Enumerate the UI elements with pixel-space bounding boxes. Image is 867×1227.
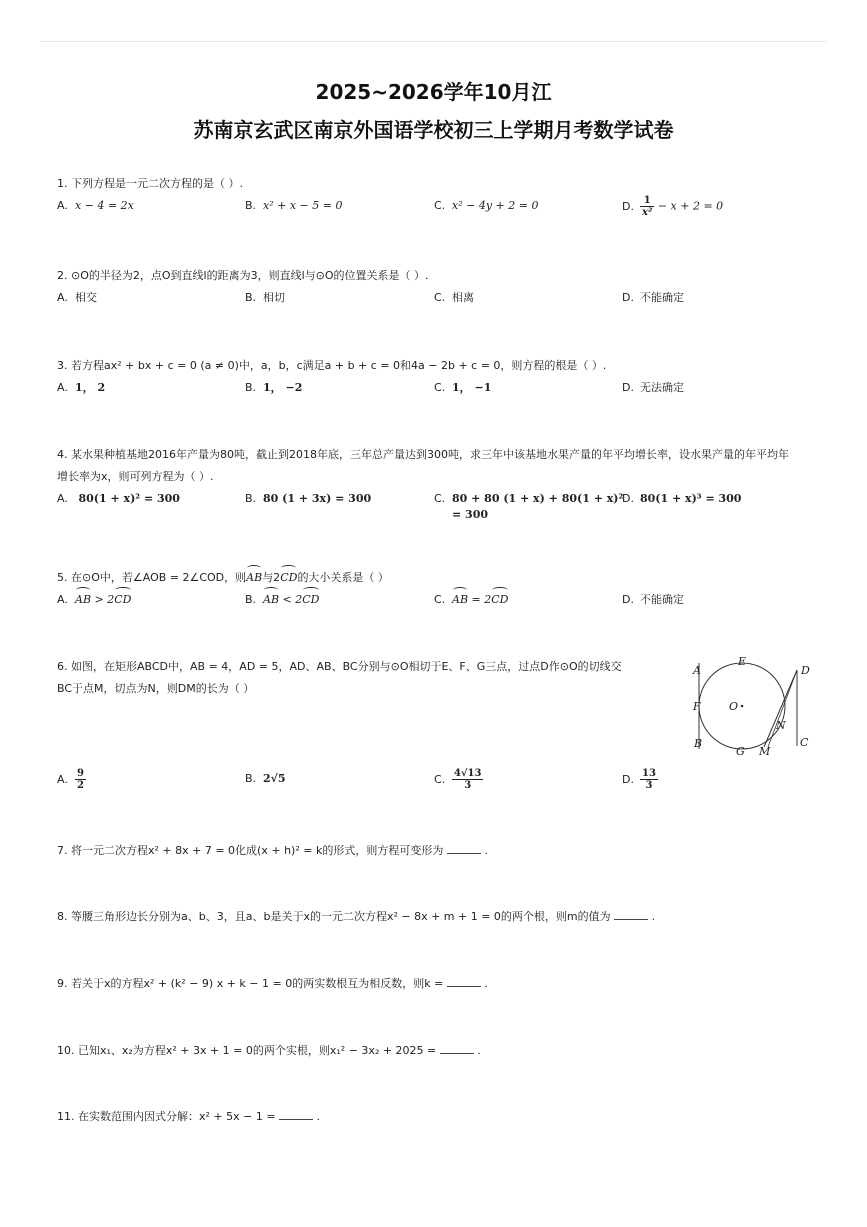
answer-blank[interactable] <box>440 1041 474 1054</box>
question-stem: 下列方程是一元二次方程的是（ ）. <box>71 177 243 190</box>
question-stem-line2: BC于点M，切点为N，则DM的长为（ ） <box>57 682 255 695</box>
label-n: N <box>776 719 786 732</box>
question-5: 5. 在⊙O中，若∠AOB = 2∠COD，则AB与2CD的大小关系是（ ） A. AB > 2CD B. AB < 2CD C. AB = 2CD D. 不能确定 <box>57 567 817 611</box>
option-a[interactable]: A. 相交 <box>57 291 97 304</box>
option-d[interactable]: D. 不能确定 <box>622 291 684 304</box>
option-c[interactable]: C. 相离 <box>434 291 474 304</box>
answer-blank[interactable] <box>447 841 481 854</box>
option-a[interactable]: A. AB > 2CD <box>57 589 132 611</box>
label-a: A <box>693 664 701 677</box>
question-stem: 已知x₁、x₂为方程x² + 3x + 1 = 0的两个实根，则x₁² − 3x₂ + 2025 = <box>78 1044 437 1057</box>
question-stem: 将一元二次方程x² + 8x + 7 = 0化成(x + h)² = k的形式，则方程可变形为 <box>71 844 444 857</box>
option-b[interactable]: B. x² + x − 5 = 0 <box>245 199 343 212</box>
arc-cd: CD <box>280 567 297 589</box>
option-a[interactable]: A. 1， 2 <box>57 381 106 394</box>
question-stem: 若方程ax² + bx + c = 0 (a ≠ 0)中，a，b，c满足a + b + c = 0和4a − 2b + c = 0，则方程的根是（ ）. <box>71 359 607 372</box>
question-number: 7. <box>57 844 68 857</box>
question-number: 8. <box>57 910 68 923</box>
option-c[interactable]: C. 1， −1 <box>434 381 492 394</box>
question-stem: ⊙O的半径为2，点O到直线l的距离为3，则直线l与⊙O的位置关系是（ ）. <box>71 269 429 282</box>
question-7: 7. 将一元二次方程x² + 8x + 7 = 0化成(x + h)² = k的形式，则方程可变形为 . <box>57 840 817 862</box>
label-o: O <box>729 700 739 713</box>
arc-ab: AB <box>246 567 262 589</box>
label-m: M <box>759 745 771 758</box>
question-9: 9. 若关于x的方程x² + (k² − 9) x + k − 1 = 0的两实数根互为相反数，则k = . <box>57 973 817 995</box>
page-title-line2: 苏南京玄武区南京外国语学校初三上学期月考数学试卷 <box>193 118 674 142</box>
option-c[interactable]: C. x² − 4y + 2 = 0 <box>434 199 539 212</box>
option-b[interactable]: B. AB < 2CD <box>245 589 320 611</box>
question-number: 6. <box>57 660 68 673</box>
question-number: 10. <box>57 1044 75 1057</box>
question-stem-line1: 某水果种植基地2016年产量为80吨，截止到2018年底，三年总产量达到300吨，求三年中该基地水果产量的年平均增长率，设水果产量的年平均年 <box>71 448 789 461</box>
answer-blank[interactable] <box>614 907 648 920</box>
option-b[interactable]: B. 80 (1 + 3x) = 300 <box>245 492 372 505</box>
question-number: 11. <box>57 1110 75 1123</box>
top-divider <box>40 41 827 42</box>
option-c[interactable]: C. AB = 2CD <box>434 589 509 611</box>
answer-blank[interactable] <box>279 1107 313 1120</box>
label-b: B <box>694 737 703 750</box>
question-2 <box>57 265 817 309</box>
option-a[interactable]: A. x − 4 = 2x <box>57 199 134 212</box>
question-stem: 若关于x的方程x² + (k² − 9) x + k − 1 = 0的两实数根互为相反数，则k = <box>71 977 444 990</box>
label-g: G <box>736 745 745 758</box>
option-d[interactable]: D. $\frac{1}{\text{x²}}$ − x + 2 = 0 <box>622 195 724 218</box>
question-number: 1. <box>57 177 68 190</box>
question-11: 11. 在实数范围内因式分解：x² + 5x − 1 = . <box>57 1106 817 1128</box>
option-c[interactable]: C. 80 + 80 (1 + x) + 80(1 + x)² = 300 <box>434 492 624 521</box>
question-stem-line1: 如图，在矩形ABCD中，AB = 4，AD = 5，AD、AB、BC分别与⊙O相切于E、F、G三点，过点D作⊙O的切线交 <box>71 660 622 673</box>
option-b[interactable]: B. 相切 <box>245 291 285 304</box>
option-b[interactable]: B. 1， −2 <box>245 381 303 394</box>
label-f: F <box>693 700 701 713</box>
option-d[interactable]: D. 不能确定 <box>622 593 684 606</box>
label-c: C <box>800 736 809 749</box>
question-number: 5. <box>57 571 68 584</box>
fraction: $\frac{1}{\text{x²}}$ <box>642 195 653 218</box>
question-number: 2. <box>57 269 68 282</box>
label-e: E <box>738 655 747 668</box>
question-3 <box>57 355 817 399</box>
question-stem: 等腰三角形边长分别为a、b、3，且a、b是关于x的一元二次方程x² − 8x + m + 1 = 0的两个根，则m的值为 <box>71 910 611 923</box>
question-1 <box>57 173 817 217</box>
question-number: 4. <box>57 448 68 461</box>
question-number: 9. <box>57 977 68 990</box>
label-d: D <box>801 664 810 677</box>
question-stem-line2: 增长率为x，则可列方程为（ ）. <box>57 470 214 483</box>
question-number: 3. <box>57 359 68 372</box>
option-c[interactable]: C. $\frac{4√13}{3}$ <box>434 768 482 791</box>
page-title-line1: 2025~2026学年10月江 <box>315 80 552 104</box>
answer-blank[interactable] <box>447 974 481 987</box>
tangent-dm <box>764 670 797 747</box>
question-stem: 在实数范围内因式分解：x² + 5x − 1 = <box>78 1110 276 1123</box>
question-10: 10. 已知x₁、x₂为方程x² + 3x + 1 = 0的两个实根，则x₁² − 3x₂ + 2025 = . <box>57 1040 817 1062</box>
option-d[interactable]: D. $\frac{13}{3}$ <box>622 768 656 791</box>
question-8: 8. 等腰三角形边长分别为a、b、3，且a、b是关于x的一元二次方程x² − 8x + m + 1 = 0的两个根，则m的值为 . <box>57 906 817 928</box>
center-point <box>741 705 744 708</box>
option-a[interactable]: A. $\frac{9}{2}$ <box>57 768 84 791</box>
option-d[interactable]: D. 无法确定 <box>622 381 684 394</box>
option-b[interactable]: B. 2√5 <box>245 772 286 785</box>
geometry-figure <box>690 652 815 762</box>
tangent-dm-2 <box>768 670 797 747</box>
question-4 <box>57 444 817 528</box>
option-a[interactable]: A. 80(1 + x)² = 300 <box>57 492 180 505</box>
option-d[interactable]: D. 80(1 + x)³ = 300 <box>622 492 742 505</box>
